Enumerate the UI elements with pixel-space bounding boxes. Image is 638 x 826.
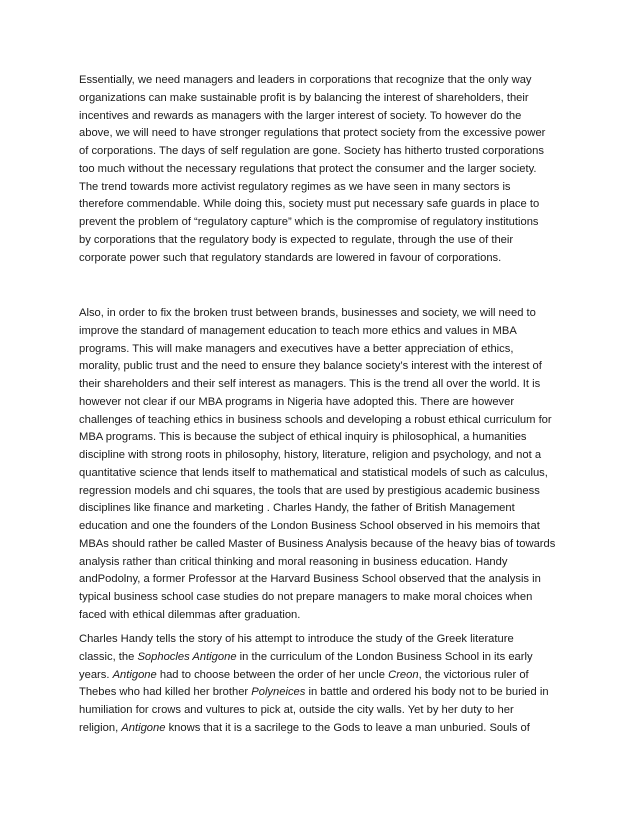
text-run: discipline with strong roots in philosophy, history, literature, religion and psychology, and not a xyxy=(79,449,542,461)
text-run: corporate power such that regulatory standards are lowered in favour of corporations. xyxy=(79,251,502,264)
text-run: MBA programs. This is because the subject of ethical inquiry is philosophical, a humanities xyxy=(79,431,527,444)
text-line xyxy=(79,465,569,483)
text-line xyxy=(79,90,569,108)
text-line xyxy=(79,358,569,376)
text-line xyxy=(79,667,569,685)
text-run: , the victorious ruler of xyxy=(418,668,529,681)
text-run: of corporations. The days of self regulation are gone. Society has hitherto trusted corporations xyxy=(79,145,544,157)
text-run: quantitative science that lends itself to mathematical and statistical models of such as calculus, xyxy=(79,466,548,479)
text-line xyxy=(79,589,569,607)
paragraph-antigone-story xyxy=(79,631,569,738)
text-line xyxy=(79,125,569,143)
text-run: disciplines like finance and marketing . Charles Handy, the father of British Management xyxy=(79,502,515,515)
text-run: Also, in order to fix the broken trust between brands, businesses and society, we will need to xyxy=(79,307,536,319)
text-run: andPodolny, a former Professor at the Harvard Business School observed that the analysis in xyxy=(79,573,541,586)
text-run: faced with ethical dilemmas after graduation. xyxy=(79,608,301,621)
text-line xyxy=(79,429,569,447)
text-line xyxy=(79,702,569,720)
text-run: prevent the problem of “regulatory capture” which is the compromise of regulatory institutions xyxy=(79,216,539,228)
text-line xyxy=(79,72,569,90)
text-run: therefore commendable. While doing this, society must put necessary safe guards in place to xyxy=(79,198,540,211)
text-run: challenges of teaching ethics in business schools and developing a robust ethical curriculum for xyxy=(79,413,552,426)
text-line xyxy=(79,250,569,268)
paragraph-mba-education xyxy=(79,305,569,625)
text-run: Charles Handy tells the story of his attempt to introduce the study of the Greek literature xyxy=(79,633,514,645)
italic-text: Sophocles Antigone xyxy=(137,650,237,663)
text-run: religion, xyxy=(79,721,122,734)
text-run: morality, public trust and the need to ensure they balance society’s interest with the interest of xyxy=(79,360,542,373)
text-run: education and one the founders of the London Business School observed in his memoirs that xyxy=(79,520,540,532)
text-line xyxy=(79,649,569,667)
text-line xyxy=(79,341,569,359)
text-line xyxy=(79,631,569,649)
text-run: analysis rather than critical thinking and moral reasoning in business education. Handy xyxy=(79,555,508,568)
text-run: Thebes who had killed her brother xyxy=(79,686,252,699)
text-line xyxy=(79,305,569,323)
text-line xyxy=(79,179,569,197)
text-run: The trend towards more activist regulatory regimes as we have seen in many sectors is xyxy=(79,180,511,193)
text-line xyxy=(79,161,569,179)
text-line xyxy=(79,571,569,589)
text-run: humiliation for crows and vultures to pick at, outside the city walls. Yet by her duty to her xyxy=(79,704,514,716)
text-run: organizations can make sustainable profit is by balancing the interest of shareholders, their xyxy=(79,91,529,104)
text-line xyxy=(79,232,569,250)
text-run: their shareholders and their self interest as managers. This is the trend all over the world. It is xyxy=(79,378,541,390)
text-line xyxy=(79,536,569,554)
italic-text: Antigone xyxy=(112,668,157,681)
text-run: by corporations that the regulatory body is expected to regulate, through the use of their xyxy=(79,233,514,246)
text-line xyxy=(79,684,569,702)
italic-text: Polyneices xyxy=(251,686,306,699)
text-run: however not clear if our MBA programs in Nigeria have adopted this. There are however xyxy=(79,395,515,408)
text-run: MBAs should rather be called Master of Business Analysis because of the heavy bias of towards xyxy=(79,537,556,550)
text-line xyxy=(79,518,569,536)
text-line xyxy=(79,447,569,465)
text-line xyxy=(79,394,569,412)
text-line xyxy=(79,323,569,341)
text-run: had to choose between the order of her uncle xyxy=(156,668,389,681)
text-run: Essentially, we need managers and leaders in corporations that recognize that the only way xyxy=(79,74,532,86)
text-line xyxy=(79,214,569,232)
text-run: too much without the necessary regulations that protect the consumer and the larger society. xyxy=(79,162,537,175)
italic-text: Antigone xyxy=(121,721,166,734)
text-run: incentives and rewards as managers with the larger interest of society. To however do the xyxy=(79,109,522,122)
text-line xyxy=(79,412,569,430)
text-run: above, we will need to have stronger regulations that protect society from the excessive power xyxy=(79,127,546,140)
text-line xyxy=(79,376,569,394)
text-run: regression models and chi squares, the tools that are used by prestigious academic business xyxy=(79,484,540,497)
text-line xyxy=(79,720,569,738)
text-line xyxy=(79,483,569,501)
text-run: in the curriculum of the London Business School in its early xyxy=(236,650,533,663)
text-line xyxy=(79,143,569,161)
text-line xyxy=(79,554,569,572)
text-line xyxy=(79,500,569,518)
text-run: in battle and ordered his body not to be buried in xyxy=(305,686,549,699)
text-line xyxy=(79,196,569,214)
text-run: programs. This will make managers and executives have a better appreciation of ethics, xyxy=(79,342,514,355)
paragraph-regulation xyxy=(79,72,569,267)
text-run: classic, the xyxy=(79,650,138,663)
text-line xyxy=(79,108,569,126)
text-run: knows that it is a sacrilege to the Gods to leave a man unburied. Souls of xyxy=(165,721,530,734)
italic-text: Creon xyxy=(388,668,419,681)
text-run: years. xyxy=(79,668,113,681)
text-run: improve the standard of management education to teach more ethics and values in MBA xyxy=(79,324,517,337)
text-run: typical business school case studies do not prepare managers to make moral choices when xyxy=(79,591,533,603)
text-line xyxy=(79,607,569,625)
